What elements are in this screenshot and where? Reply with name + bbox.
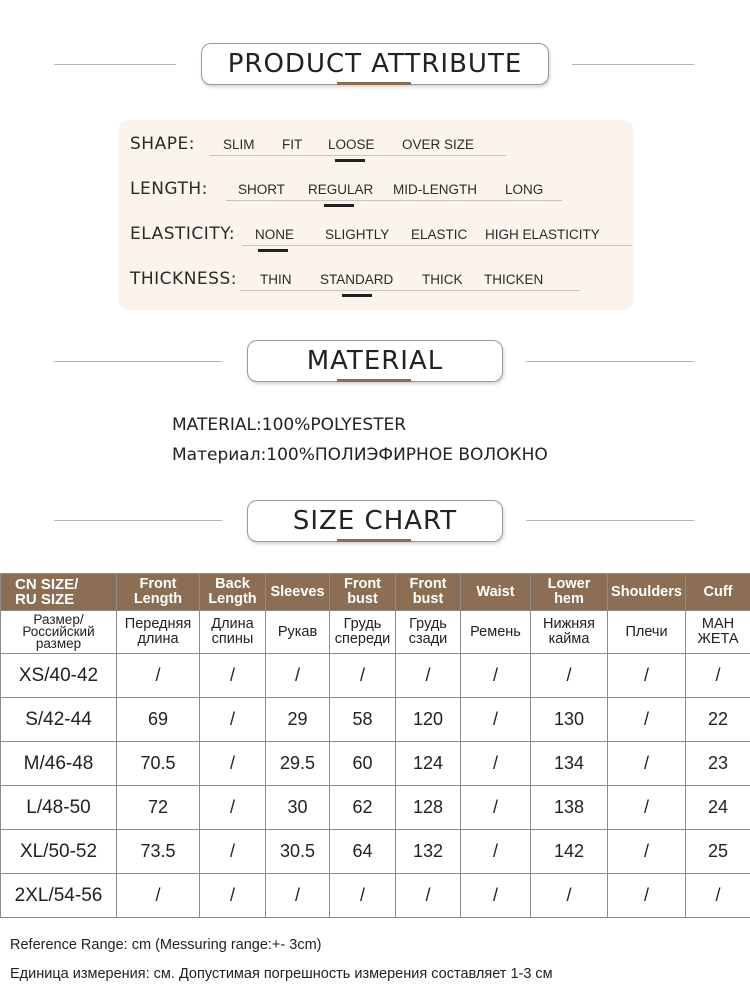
header-underline <box>337 82 411 85</box>
column-header: Lower hem <box>531 574 608 611</box>
table-cell: 134 <box>531 742 608 786</box>
table-cell: / <box>461 654 531 698</box>
material-header <box>0 338 750 388</box>
table-cell: / <box>117 874 200 918</box>
attribute-row-length <box>130 171 622 201</box>
column-header-ru: Плечи <box>608 611 686 654</box>
attribute-option-selected: REGULAR <box>308 182 374 197</box>
column-header: Cuff <box>686 574 750 611</box>
header-right-line <box>572 64 694 65</box>
attribute-option-selected: LOOSE <box>328 137 375 152</box>
table-cell: 128 <box>396 786 461 830</box>
product-attribute-header <box>0 40 750 90</box>
selected-marker <box>324 204 354 207</box>
table-cell: / <box>461 874 531 918</box>
column-header-ru: Грудь сзади <box>396 611 461 654</box>
header-left-line <box>54 361 222 362</box>
column-header-ru: Размер/ Российский размер <box>1 611 117 654</box>
attribute-option: HIGH ELASTICITY <box>485 227 600 242</box>
column-header-ru: МАН ЖЕТА <box>686 611 750 654</box>
table-row <box>1 786 750 830</box>
column-header: Shoulders <box>608 574 686 611</box>
table-cell: / <box>200 654 266 698</box>
table-cell: / <box>461 830 531 874</box>
column-header: Waist <box>461 574 531 611</box>
size-label-cell: M/46-48 <box>1 742 117 786</box>
material-line-en: MATERIAL:100%POLYESTER <box>172 415 407 435</box>
attribute-option: FIT <box>282 137 303 152</box>
size-label-cell: S/42-44 <box>1 698 117 742</box>
product-attribute-title: PRODUCT ATTRIBUTE <box>201 43 549 85</box>
table-row <box>1 698 750 742</box>
material-line-ru: Материал:100%ПОЛИЭФИРНОЕ ВОЛОКНО <box>172 445 548 465</box>
material-title: MATERIAL <box>247 340 503 382</box>
column-header-ru: Длина спины <box>200 611 266 654</box>
attribute-rule <box>240 290 580 291</box>
table-cell: 30 <box>266 786 330 830</box>
selected-marker <box>335 159 365 162</box>
table-cell: 138 <box>531 786 608 830</box>
table-cell: 73.5 <box>117 830 200 874</box>
table-cell: / <box>396 654 461 698</box>
table-cell: 58 <box>330 698 396 742</box>
attribute-label: LENGTH: <box>130 179 208 199</box>
table-cell: / <box>608 742 686 786</box>
table-cell: / <box>686 654 750 698</box>
attribute-option: SLIM <box>223 137 255 152</box>
table-cell: / <box>608 786 686 830</box>
table-cell: / <box>117 654 200 698</box>
header-right-line <box>526 361 694 362</box>
table-row <box>1 742 750 786</box>
attribute-option-selected: STANDARD <box>320 272 394 287</box>
attribute-option: THIN <box>260 272 292 287</box>
attribute-row-shape <box>130 126 622 156</box>
attribute-label: SHAPE: <box>130 134 195 154</box>
table-cell: / <box>200 742 266 786</box>
table-cell: / <box>608 874 686 918</box>
column-header: CN SIZE/ RU SIZE <box>1 574 117 611</box>
table-cell: / <box>330 874 396 918</box>
table-cell: 62 <box>330 786 396 830</box>
table-cell: / <box>531 654 608 698</box>
table-row <box>1 654 750 698</box>
table-cell: 24 <box>686 786 750 830</box>
size-chart-header-en <box>1 574 750 611</box>
size-chart-header-ru <box>1 611 750 654</box>
selected-marker <box>342 294 372 297</box>
column-header-ru: Передняя длина <box>117 611 200 654</box>
table-cell: / <box>200 786 266 830</box>
column-header: Sleeves <box>266 574 330 611</box>
table-cell: 23 <box>686 742 750 786</box>
table-cell: / <box>608 830 686 874</box>
header-left-line <box>54 520 222 521</box>
table-cell: 60 <box>330 742 396 786</box>
reference-range-ru: Единица измерения: см. Допустимая погрешность измерения составляет 1-3 см <box>10 966 553 982</box>
attribute-row-elasticity <box>130 216 622 246</box>
size-label-cell: XL/50-52 <box>1 830 117 874</box>
size-chart-body <box>1 654 750 918</box>
table-cell: / <box>461 698 531 742</box>
column-header: Front bust <box>330 574 396 611</box>
size-label-cell: XS/40-42 <box>1 654 117 698</box>
attribute-option-selected: NONE <box>255 227 295 242</box>
table-cell: 64 <box>330 830 396 874</box>
table-cell: / <box>531 874 608 918</box>
table-row <box>1 874 750 918</box>
table-cell: 70.5 <box>117 742 200 786</box>
table-cell: 72 <box>117 786 200 830</box>
table-cell: 22 <box>686 698 750 742</box>
column-header-ru: Ремень <box>461 611 531 654</box>
attributes-panel <box>118 120 634 310</box>
table-cell: 120 <box>396 698 461 742</box>
table-cell: / <box>266 874 330 918</box>
size-chart-header <box>0 498 750 548</box>
attribute-option: ELASTIC <box>411 227 468 242</box>
size-label-cell: 2XL/54-56 <box>1 874 117 918</box>
header-underline <box>337 539 411 542</box>
table-cell: 130 <box>531 698 608 742</box>
table-cell: 132 <box>396 830 461 874</box>
attribute-option: SLIGHTLY <box>325 227 390 242</box>
column-header-ru: Грудь спереди <box>330 611 396 654</box>
size-chart-title: SIZE CHART <box>247 500 503 542</box>
table-cell: 30.5 <box>266 830 330 874</box>
table-cell: / <box>396 874 461 918</box>
table-cell: / <box>461 742 531 786</box>
attribute-row-thickness <box>130 261 622 291</box>
attribute-option: SHORT <box>238 182 286 197</box>
table-cell: / <box>200 874 266 918</box>
table-cell: 29 <box>266 698 330 742</box>
attribute-rule <box>210 155 506 156</box>
attribute-option: MID-LENGTH <box>393 182 477 197</box>
size-label-cell: L/48-50 <box>1 786 117 830</box>
table-cell: 124 <box>396 742 461 786</box>
attribute-option: THICK <box>422 272 463 287</box>
table-cell: / <box>608 698 686 742</box>
table-cell: / <box>461 786 531 830</box>
attribute-option: THICKEN <box>484 272 544 287</box>
table-cell: / <box>686 874 750 918</box>
header-right-line <box>526 520 694 521</box>
column-header-ru: Рукав <box>266 611 330 654</box>
header-left-line <box>54 64 176 65</box>
attribute-option: OVER SIZE <box>402 137 475 152</box>
table-cell: 25 <box>686 830 750 874</box>
table-cell: 142 <box>531 830 608 874</box>
table-cell: / <box>266 654 330 698</box>
attribute-rule <box>226 200 562 201</box>
header-underline <box>337 379 411 382</box>
attribute-rule <box>242 245 632 246</box>
attribute-label: THICKNESS: <box>130 269 237 289</box>
table-row <box>1 830 750 874</box>
column-header: Back Length <box>200 574 266 611</box>
reference-range-en: Reference Range: cm (Messuring range:+- 3cm) <box>10 937 322 953</box>
attribute-option: LONG <box>505 182 544 197</box>
table-cell: 69 <box>117 698 200 742</box>
table-cell: / <box>200 830 266 874</box>
column-header: Front bust <box>396 574 461 611</box>
table-cell: / <box>200 698 266 742</box>
selected-marker <box>258 249 288 252</box>
column-header: Front Length <box>117 574 200 611</box>
table-cell: / <box>608 654 686 698</box>
table-cell: / <box>330 654 396 698</box>
table-cell: 29.5 <box>266 742 330 786</box>
size-chart-table <box>0 573 750 918</box>
column-header-ru: Нижняя кайма <box>531 611 608 654</box>
attribute-label: ELASTICITY: <box>130 224 236 244</box>
